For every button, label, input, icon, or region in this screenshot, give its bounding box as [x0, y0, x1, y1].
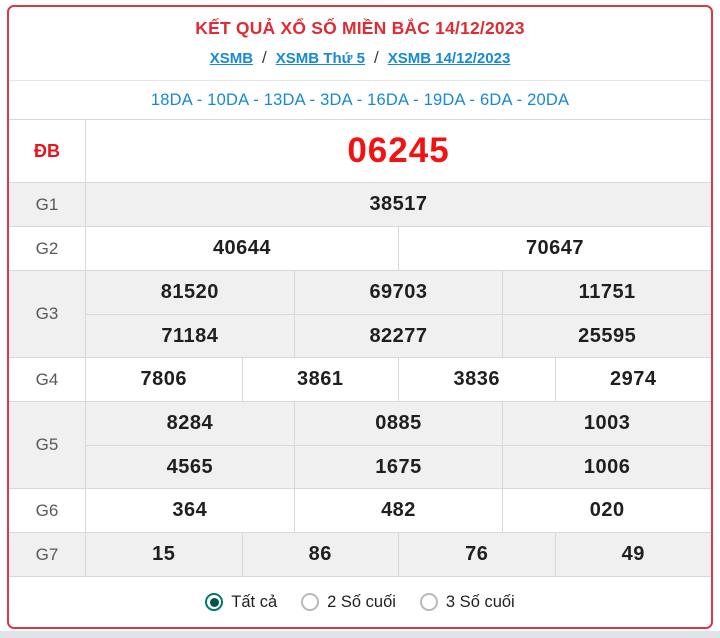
prize-label-g1: G1 — [9, 183, 86, 226]
prize-group — [86, 358, 711, 401]
prize-value: 8284 — [166, 412, 214, 434]
prize-value: 70647 — [398, 227, 711, 270]
prize-value: 69703 — [294, 271, 503, 314]
prize-value: 40644 — [212, 237, 272, 259]
filter-option-2[interactable] — [420, 593, 515, 612]
prize-row-g7 — [9, 532, 711, 576]
da-numbers-line: 18DA - 10DA - 13DA - 3DA - 16DA - 19DA - 6DA - 20DA — [150, 90, 570, 109]
prize-values-g1 — [86, 183, 711, 226]
prize-value: 7806 — [140, 368, 187, 390]
prize-label-g7: G7 — [9, 533, 86, 576]
filter-options — [9, 576, 711, 627]
prize-value: 49 — [555, 533, 712, 576]
prize-row-g6 — [9, 488, 711, 532]
results-table — [9, 119, 711, 576]
breadcrumb-separator: / — [373, 48, 379, 67]
prize-values-db — [86, 120, 711, 182]
radio-dot — [306, 598, 315, 607]
prize-value: 38517 — [369, 193, 428, 215]
prize-values-g2 — [86, 227, 711, 270]
prize-label-g3: G3 — [9, 271, 86, 357]
prize-group — [86, 227, 711, 270]
radio-icon[interactable] — [205, 593, 223, 611]
page-title: KẾT QUẢ XỔ SỐ MIỀN BẮC 14/12/2023 — [195, 18, 525, 38]
breadcrumb — [19, 48, 701, 68]
prize-value: 482 — [294, 489, 503, 532]
filter-option-label: Tất cả — [231, 592, 278, 611]
filter-option-1[interactable] — [301, 593, 396, 612]
prize-group — [86, 533, 711, 576]
filter-option-label: 3 Số cuối — [445, 592, 515, 611]
prize-value: 06245 — [347, 131, 450, 170]
prize-label-g4: G4 — [9, 358, 86, 401]
prize-row-g4 — [9, 357, 711, 401]
prize-value: 11751 — [502, 271, 711, 314]
prize-value: 86 — [242, 533, 399, 576]
prize-value: 15 — [152, 543, 176, 565]
prize-values-g6 — [86, 489, 711, 532]
prize-value: 1003 — [502, 402, 711, 445]
card-header — [9, 7, 711, 80]
prize-label-g5: G5 — [9, 402, 86, 488]
prize-value: 71184 — [161, 324, 219, 347]
prize-row-db — [9, 119, 711, 182]
prize-value: 020 — [502, 489, 711, 532]
radio-icon[interactable] — [301, 593, 319, 611]
prize-row-g2 — [9, 226, 711, 270]
prize-group — [86, 183, 711, 226]
filter-option-0[interactable] — [205, 593, 277, 612]
prize-value: 0885 — [294, 402, 503, 445]
breadcrumb-link-1[interactable]: XSMB Thứ 5 — [275, 49, 365, 67]
radio-icon[interactable] — [420, 593, 438, 611]
prize-label-g2: G2 — [9, 227, 86, 270]
prize-row-g3 — [9, 270, 711, 357]
prize-value: 25595 — [502, 315, 711, 357]
prize-value: 4565 — [166, 455, 214, 478]
prize-value: 3836 — [398, 358, 555, 401]
prize-label-db: ĐB — [9, 120, 86, 182]
prize-values-g4 — [86, 358, 711, 401]
breadcrumb-link-2[interactable]: XSMB 14/12/2023 — [387, 49, 511, 67]
prize-group — [86, 120, 711, 182]
lottery-results-card — [7, 5, 713, 629]
prize-value: 82277 — [294, 315, 503, 357]
prize-group — [86, 489, 711, 532]
prize-value: 81520 — [160, 281, 219, 303]
prize-label-g6: G6 — [9, 489, 86, 532]
prize-value: 364 — [172, 499, 208, 521]
prize-value: 1675 — [294, 446, 503, 488]
prize-group — [86, 402, 711, 445]
breadcrumb-link-0[interactable]: XSMB — [209, 49, 254, 67]
prize-values-g5 — [86, 402, 711, 488]
prize-value: 3861 — [242, 358, 399, 401]
prize-values-g7 — [86, 533, 711, 576]
breadcrumb-separator: / — [262, 48, 267, 67]
prize-group — [86, 314, 711, 357]
prize-value: 1006 — [502, 446, 711, 488]
prize-row-g1 — [9, 182, 711, 226]
page-background-strip — [0, 631, 720, 638]
prize-row-g5 — [9, 401, 711, 488]
filter-option-label: 2 Số cuối — [327, 592, 396, 611]
prize-group — [86, 271, 711, 314]
prize-value: 76 — [398, 533, 555, 576]
radio-dot — [210, 598, 219, 607]
prize-value: 2974 — [555, 358, 712, 401]
radio-dot — [424, 598, 433, 607]
prize-group — [86, 445, 711, 488]
prize-values-g3 — [86, 271, 711, 357]
